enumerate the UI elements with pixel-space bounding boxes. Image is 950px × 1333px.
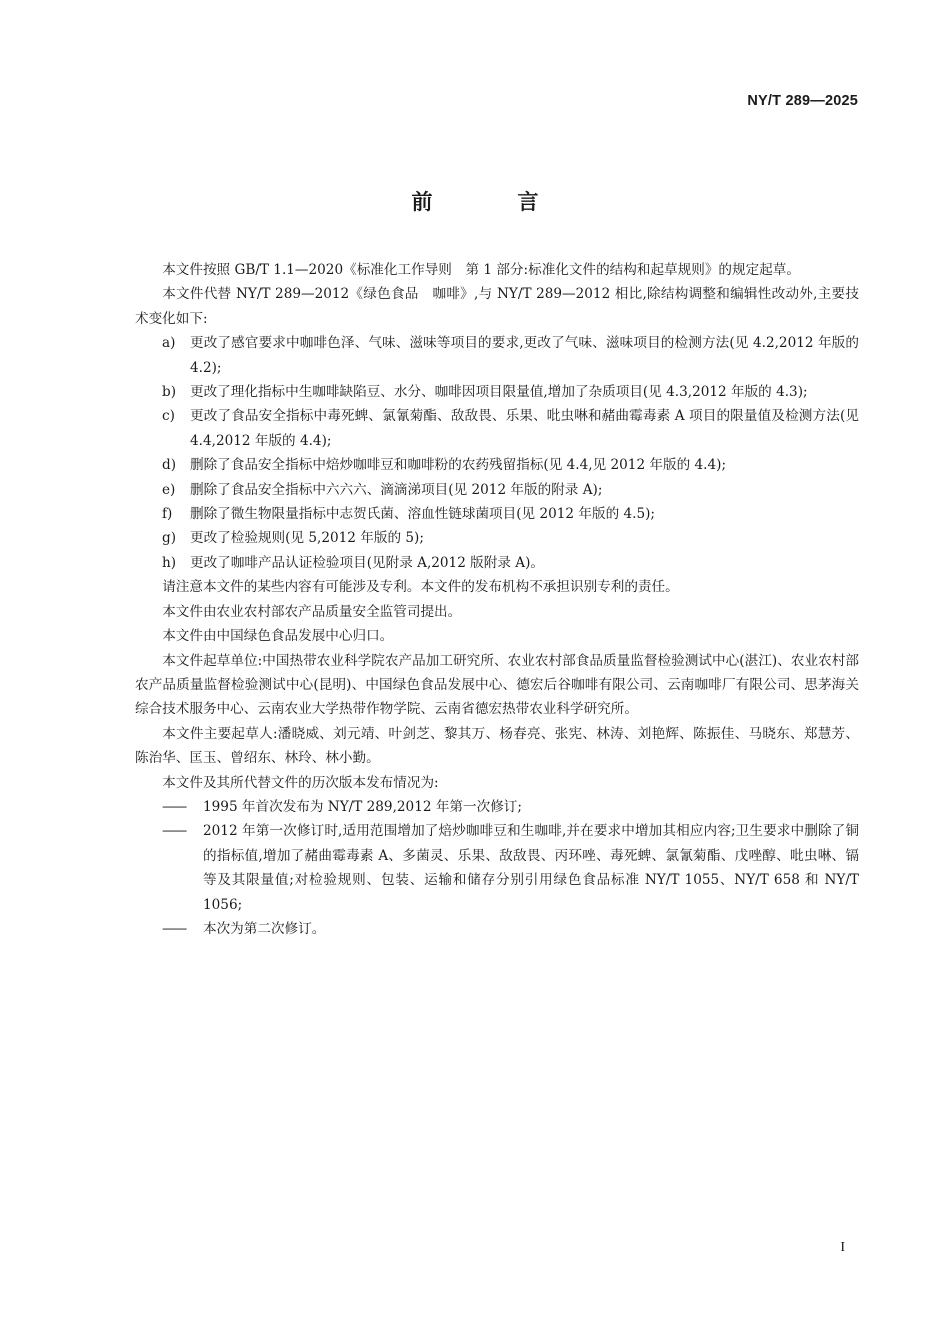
list-item — [162, 331, 859, 380]
list-marker: c) — [162, 408, 175, 425]
list-marker: h) — [162, 554, 177, 571]
list-marker: g) — [162, 530, 177, 547]
dash-marker: —— — [162, 798, 186, 815]
list-marker: f) — [162, 506, 173, 523]
list-marker: e) — [162, 481, 176, 498]
list-item — [162, 551, 859, 575]
foreword-body — [135, 258, 859, 941]
page-number: I — [840, 1240, 845, 1255]
list-item — [162, 404, 859, 453]
paragraph-replacement: 本文件代替 NY/T 289—2012《绿色食品 咖啡》,与 NY/T 289—2012 相比,除结构调整和编辑性改动外,主要技术变化如下: — [135, 286, 859, 327]
history-text: 本次为第二次修订。 — [203, 920, 326, 937]
list-item — [162, 502, 859, 526]
list-text: 更改了检验规则(见 5,2012 年版的 5); — [190, 530, 424, 547]
list-item — [162, 478, 859, 502]
list-text: 删除了微生物限量指标中志贺氏菌、溶血性链球菌项目(见 2012 年版的 4.5); — [190, 506, 655, 523]
list-marker: d) — [162, 457, 177, 474]
paragraph-drafters: 本文件主要起草人:潘晓威、刘元靖、叶剑芝、黎其万、杨春亮、张宪、林涛、刘艳辉、陈振佳、马晓东、郑慧芳、陈治华、匡玉、曾绍东、林玲、林小勤。 — [135, 725, 859, 767]
list-text: 删除了食品安全指标中六六六、滴滴涕项目(见 2012 年版的附录 A); — [190, 481, 603, 498]
history-item — [162, 917, 859, 941]
standard-code: NY/T 289—2025 — [747, 93, 858, 109]
list-text: 更改了感官要求中咖啡色泽、气味、滋味等项目的要求,更改了气味、滋味项目的检测方法(见 4.2,2012 年版的 4.2); — [190, 335, 859, 376]
list-item — [162, 526, 859, 550]
paragraph-history-intro: 本文件及其所代替文件的历次版本发布情况为: — [162, 774, 439, 791]
history-item — [162, 795, 859, 819]
list-item — [162, 453, 859, 477]
paragraph-centralized-by: 本文件由中国绿色食品发展中心归口。 — [162, 628, 394, 645]
list-marker: b) — [162, 384, 177, 401]
paragraph-proposed-by: 本文件由农业农村部农产品质量安全监管司提出。 — [162, 603, 462, 620]
history-text: 1995 年首次发布为 NY/T 289,2012 年第一次修订; — [203, 798, 522, 815]
paragraph-drafting-basis: 本文件按照 GB/T 1.1—2020《标准化工作导则 第 1 部分:标准化文件的结构和起草规则》的规定起草。 — [162, 262, 800, 278]
history-text: 2012 年第一次修订时,适用范围增加了焙炒咖啡豆和生咖啡,并在要求中增加其相应内容;卫生要求中删除了铜的指标值,增加了赭曲霉毒素 A、多菌灵、乐果、敌敌畏、丙环唑、毒死蜱、氯氰菊酯、戊唑醇、吡虫啉、镉等及其限量值;对检验规则、包装、运输和储存分别引用绿色食品标准 NY/T 1055、NY/T 658 和 NY/T 1056; — [203, 823, 859, 913]
list-text: 更改了食品安全指标中毒死蜱、氯氰菊酯、敌敌畏、乐果、吡虫啉和赭曲霉毒素 A 项目的限量值及检测方法(见 4.4,2012 年版的 4.4); — [190, 408, 859, 449]
history-item — [162, 819, 859, 917]
paragraph-drafting-units: 本文件起草单位:中国热带农业科学院农产品加工研究所、农业农村部食品质量监督检验测试中心(湛江)、农业农村部农产品质量监督检验测试中心(昆明)、中国绿色食品发展中心、德宏后谷咖啡有限公司、云南咖啡厂有限公司、思茅海关综合技术服务中心、云南农业大学热带作物学院、云南省德宏热带农业科学研究所。 — [135, 652, 859, 718]
dash-marker: —— — [162, 823, 186, 840]
list-text: 更改了咖啡产品认证检验项目(见附录 A,2012 版附录 A)。 — [190, 554, 544, 571]
paragraph-patent-notice: 请注意本文件的某些内容有可能涉及专利。本文件的发布机构不承担识别专利的责任。 — [162, 579, 679, 596]
page-title: 前 言 — [411, 190, 571, 214]
list-text: 更改了理化指标中生咖啡缺陷豆、水分、咖啡因项目限量值,增加了杂质项目(见 4.3,2012 年版的 4.3); — [190, 384, 808, 401]
list-item — [162, 380, 859, 404]
list-text: 删除了食品安全指标中焙炒咖啡豆和咖啡粉的农药残留指标(见 4.4,见 2012 年版的 4.4); — [190, 457, 727, 474]
list-marker: a) — [162, 335, 176, 352]
dash-marker: —— — [162, 920, 186, 937]
